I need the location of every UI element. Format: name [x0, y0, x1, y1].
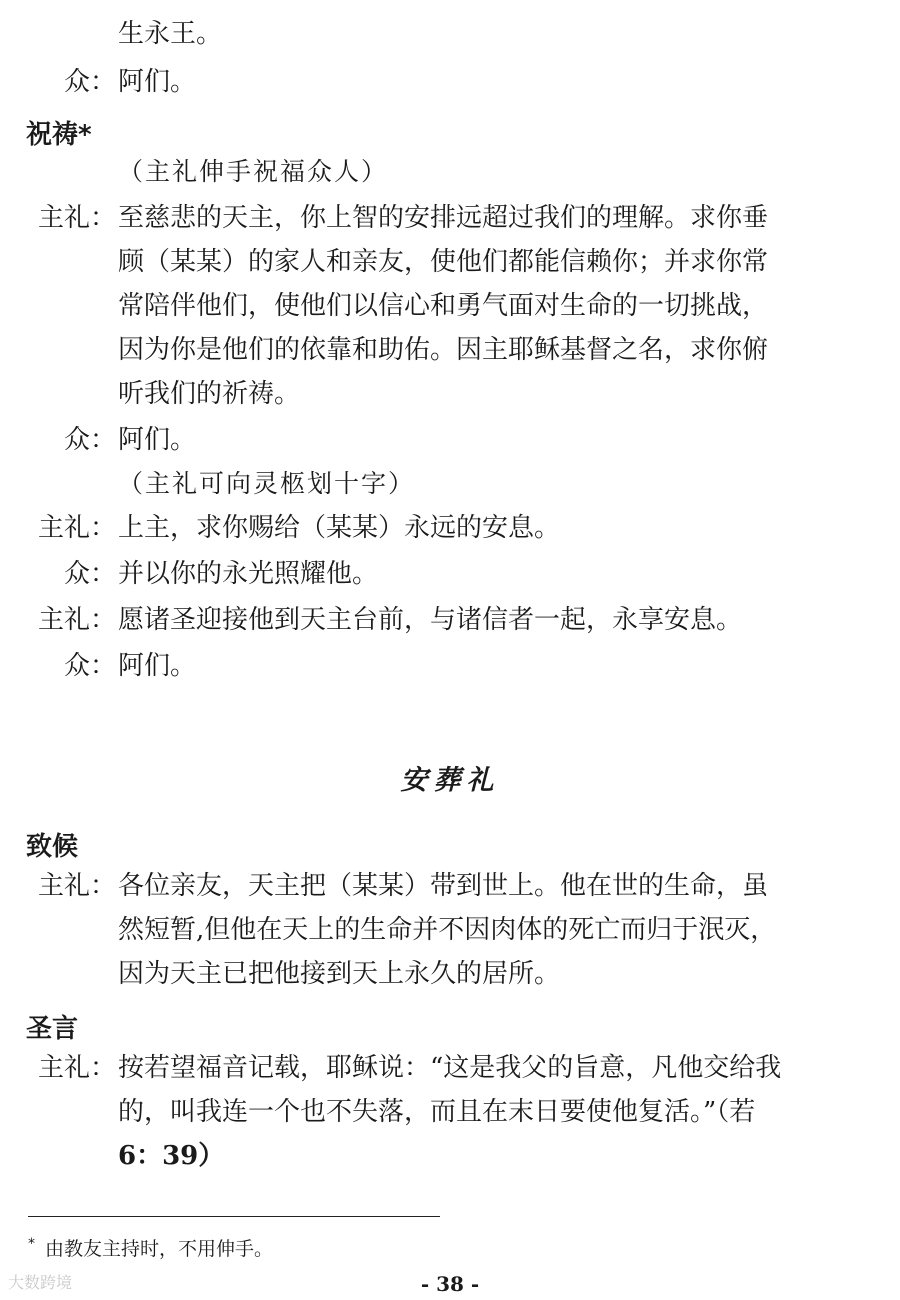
speaker-label: 众：	[63, 651, 116, 681]
greeting-line: 各位亲友，天主把（某某）带到世上。他在世的生命，虽	[118, 871, 769, 901]
rubric-text: （主礼可向灵柩划十字）	[118, 469, 416, 498]
prayer-line: 因为你是他们的依靠和助佑。因主耶稣基督之名，求你俯	[118, 335, 769, 365]
speaker-label: 众：	[63, 67, 116, 97]
dialog-text: 上主，求你赐给（某某）永远的安息。	[118, 513, 561, 543]
greeting-line: 然短暂,但他在天上的生命并不因肉体的死亡而归于泯灭，	[118, 915, 777, 945]
scripture-line: 按若望福音记载，耶稣说：“这是我父的旨意，凡他交给我	[118, 1053, 782, 1083]
response-text: 阿们。	[118, 67, 197, 97]
section-heading-greeting: 致候	[26, 832, 79, 862]
speaker-label: 主礼：	[37, 203, 116, 233]
dialog-text: 愿诸圣迎接他到天主台前，与诸信者一起，永享安息。	[118, 605, 743, 635]
response-text: 阿们。	[118, 425, 197, 455]
page-number: - 38 -	[420, 1272, 480, 1296]
prayer-line: 听我们的祈祷。	[118, 379, 301, 409]
prayer-line: 顾（某某）的家人和亲友，使他们都能信赖你；并求你常	[118, 247, 769, 277]
continuation-text: 生永王。	[118, 19, 223, 49]
prayer-line: 常陪伴他们，使他们以信心和勇气面对生命的一切挑战，	[118, 291, 769, 321]
speaker-label: 众：	[63, 425, 116, 455]
dialog-text: 阿们。	[118, 651, 197, 681]
speaker-label: 众：	[63, 559, 116, 589]
section-heading-blessing: 祝祷*	[26, 120, 92, 150]
speaker-label: 主礼：	[37, 605, 116, 635]
footnote-divider	[28, 1216, 440, 1217]
rubric-text: （主礼伸手祝福众人）	[118, 157, 389, 186]
scripture-line: 6：39）	[118, 1141, 225, 1171]
section-heading-scripture: 圣言	[26, 1014, 79, 1044]
scripture-line: 的，叫我连一个也不失落，而且在末日要使他复活。”（若	[118, 1097, 756, 1127]
footnote-text: 由教友主持时，不用伸手。	[45, 1238, 274, 1260]
prayer-line: 至慈悲的天主，你上智的安排远超过我们的理解。求你垂	[118, 203, 769, 233]
speaker-label: 主礼：	[37, 1053, 116, 1083]
footnote-mark: *	[28, 1235, 35, 1252]
watermark-logo: 大数跨境	[8, 1273, 73, 1292]
speaker-label: 主礼：	[37, 871, 116, 901]
section-title-burial: 安葬礼	[400, 765, 500, 796]
speaker-label: 主礼：	[37, 513, 116, 543]
greeting-line: 因为天主已把他接到天上永久的居所。	[118, 959, 561, 989]
dialog-text: 并以你的永光照耀他。	[118, 559, 379, 589]
footnote	[28, 1234, 273, 1261]
